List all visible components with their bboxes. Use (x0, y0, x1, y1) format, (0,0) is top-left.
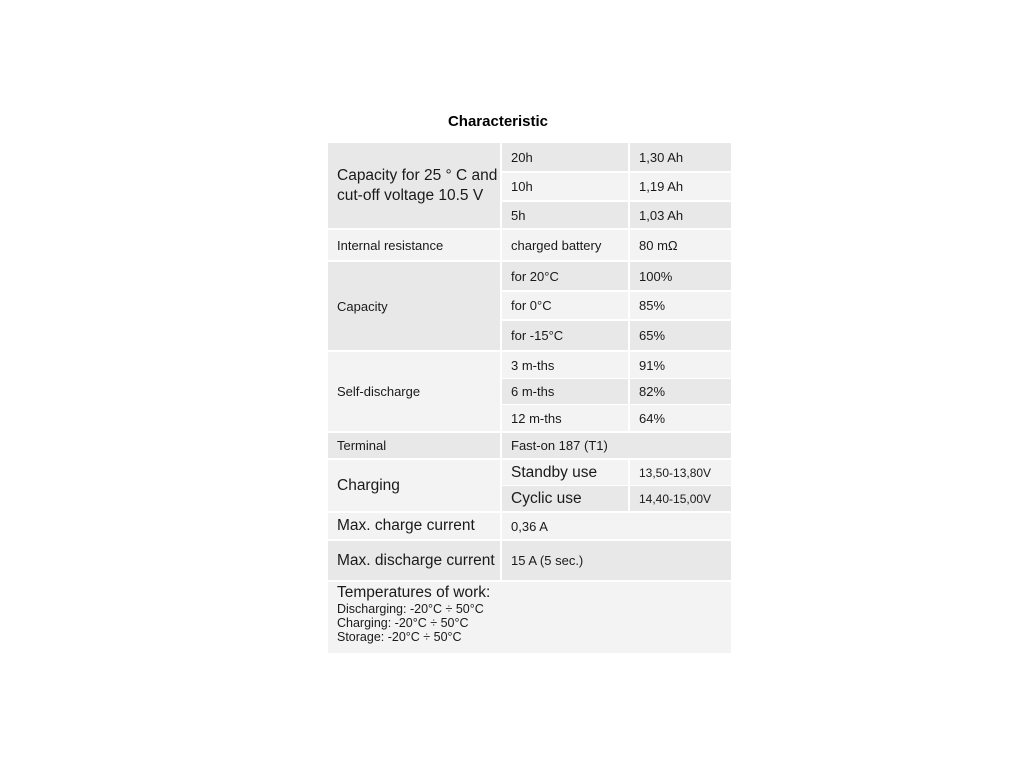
terminal-label: Terminal (328, 433, 500, 458)
table-cell: 0,36 A (502, 513, 731, 539)
table-cell: 1,30 Ah (630, 143, 731, 171)
table-cell: 91% (630, 352, 731, 378)
capacity-25c-label: Capacity for 25 ° C and cut-off voltage 10.5 V (328, 143, 500, 228)
table-cell: Cyclic use (502, 486, 628, 511)
table-cell: charged battery (502, 230, 628, 260)
table-cell: 14,40-15,00V (630, 486, 731, 511)
table-cell: 10h (502, 173, 628, 200)
self-discharge-label: Self-discharge (328, 352, 500, 431)
table-cell: 12 m-ths (502, 405, 628, 431)
table-cell: 82% (630, 379, 731, 404)
table-cell: 13,50-13,80V (630, 460, 731, 485)
temperature-line: Discharging: -20°C ÷ 50°C (337, 602, 484, 616)
table-cell: for 0°C (502, 292, 628, 319)
table-cell: 5h (502, 202, 628, 228)
table-cell: 100% (630, 262, 731, 290)
table-cell: for -15°C (502, 321, 628, 350)
temperature-line: Storage: -20°C ÷ 50°C (337, 630, 462, 644)
table-cell: 1,03 Ah (630, 202, 731, 228)
table-cell: 6 m-ths (502, 379, 628, 404)
table-cell: Fast-on 187 (T1) (502, 433, 731, 458)
table-cell: 65% (630, 321, 731, 350)
table-cell: 80 mΩ (630, 230, 731, 260)
temperatures-label: Temperatures of work: (337, 584, 491, 601)
max-charge-label: Max. charge current (328, 513, 500, 539)
charging-label: Charging (328, 460, 500, 511)
table-cell: 20h (502, 143, 628, 171)
capacity-label: Capacity (328, 262, 500, 350)
temperature-line: Charging: -20°C ÷ 50°C (337, 616, 469, 630)
temperatures-cell (328, 582, 731, 653)
table-cell: 85% (630, 292, 731, 319)
table-cell: for 20°C (502, 262, 628, 290)
table-cell: 64% (630, 405, 731, 431)
table-cell: 15 A (5 sec.) (502, 541, 731, 580)
table-title: Characteristic (447, 113, 549, 130)
table-cell: 3 m-ths (502, 352, 628, 378)
table-cell: Standby use (502, 460, 628, 485)
table-cell: 1,19 Ah (630, 173, 731, 200)
max-discharge-label: Max. discharge current (328, 541, 500, 580)
internal-resistance-label: Internal resistance (328, 230, 500, 260)
